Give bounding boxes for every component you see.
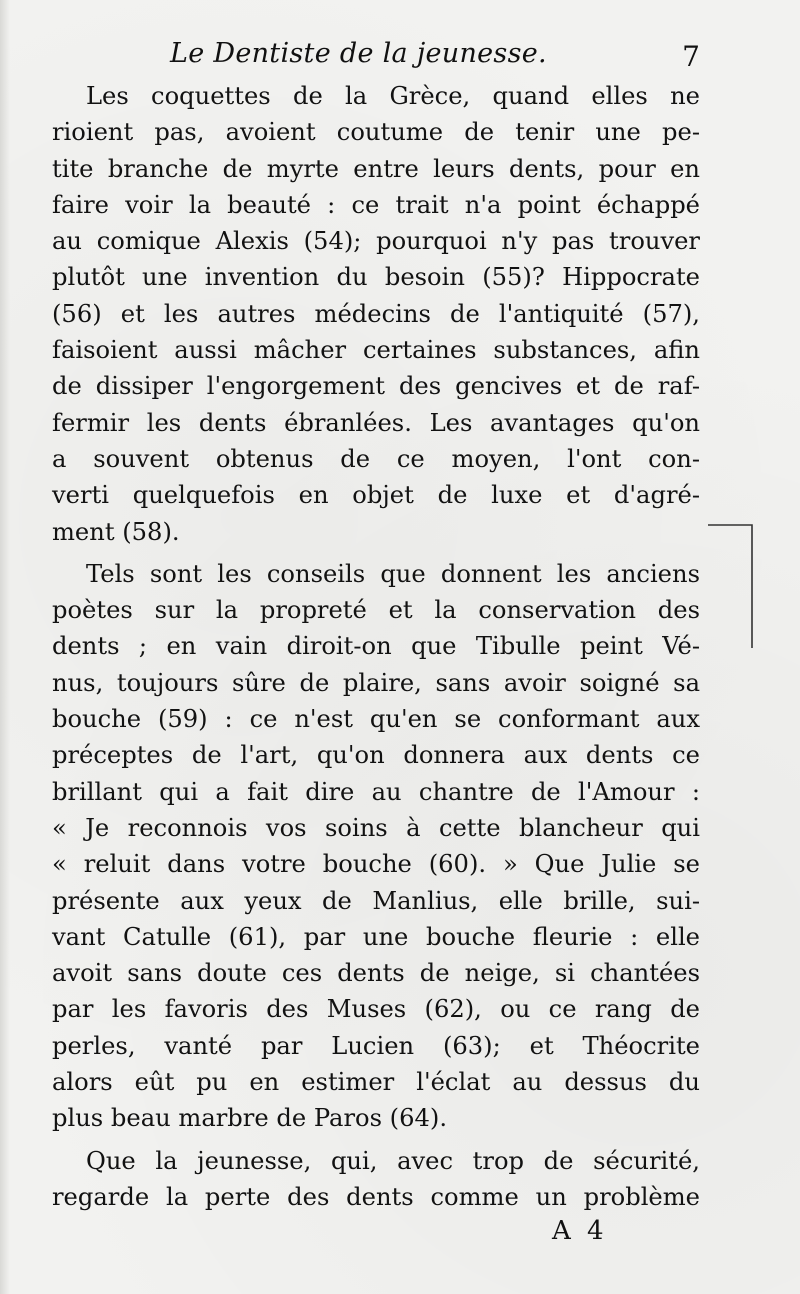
- text-line: perles, vanté par Lucien (63); et Théocrite: [52, 1031, 700, 1060]
- margin-bracket-mark: [708, 522, 754, 652]
- page-header: [170, 38, 700, 78]
- page-number: 7: [682, 40, 700, 73]
- text-line: brillant qui a fait dire au chantre de l'Amour :: [52, 777, 700, 806]
- text-line: « reluit dans votre bouche (60). » Que Julie se: [52, 850, 700, 879]
- signature-mark: A 4: [552, 1216, 608, 1246]
- text-line: a souvent obtenus de ce moyen, l'ont con-: [52, 444, 700, 473]
- text-line: vant Catulle (61), par une bouche fleurie : elle: [52, 922, 700, 951]
- text-line: Les coquettes de la Grèce, quand elles ne: [86, 82, 700, 110]
- text-line: présente aux yeux de Manlius, elle brille, sui-: [52, 886, 700, 915]
- text-line: plus beau marbre de Paros (64).: [52, 1104, 448, 1133]
- running-title: Le Dentiste de la jeunesse.: [170, 38, 547, 69]
- text-line: au comique Alexis (54); pourquoi n'y pas trouver: [52, 227, 700, 256]
- text-line: « Je reconnois vos soins à cette blancheur qui: [52, 813, 700, 842]
- page-edge-shadow: [0, 0, 10, 1294]
- text-line: bouche (59) : ce n'est qu'en se conformant aux: [52, 705, 700, 734]
- text-line: fermir les dents ébranlées. Les avantages qu'on: [52, 408, 700, 437]
- text-line: avoit sans doute ces dents de neige, si chantées: [52, 959, 700, 988]
- text-line: préceptes de l'art, qu'on donnera aux dents ce: [52, 741, 700, 770]
- text-line: faire voir la beauté : ce trait n'a point échappé: [52, 190, 700, 219]
- text-line: Tels sont les conseils que donnent les anciens: [86, 559, 700, 588]
- text-line: regarde la perte des dents comme un problème: [52, 1182, 700, 1211]
- paragraph-1: [52, 78, 700, 550]
- paragraph-3: [52, 1143, 700, 1216]
- text-line: ment (58).: [52, 517, 180, 546]
- text-line: tite branche de myrte entre leurs dents, pour en: [52, 154, 700, 183]
- text-line: de dissiper l'engorgement des gencives et de raf-: [52, 372, 700, 401]
- text-line: par les favoris des Muses (62), ou ce rang de: [52, 995, 700, 1024]
- text-line: poètes sur la propreté et la conservation des: [52, 596, 700, 625]
- text-line: alors eût pu en estimer l'éclat au dessus du: [52, 1068, 700, 1097]
- body-text: [52, 78, 700, 1215]
- text-line: Que la jeunesse, qui, avec trop de sécurité,: [86, 1146, 700, 1175]
- text-line: plutôt une invention du besoin (55)? Hippocrate: [52, 263, 700, 292]
- text-line: verti quelquefois en objet de luxe et d'agré-: [52, 481, 700, 510]
- text-line: dents ; en vain diroit-on que Tibulle peint Vé-: [52, 632, 700, 661]
- text-line: faisoient aussi mâcher certaines substances, afin: [52, 336, 700, 365]
- text-line: (56) et les autres médecins de l'antiquité (57),: [52, 299, 700, 328]
- paragraph-2: [52, 556, 700, 1137]
- text-line: nus, toujours sûre de plaire, sans avoir soigné sa: [52, 668, 700, 697]
- text-line: rioient pas, avoient coutume de tenir une pe-: [52, 118, 700, 147]
